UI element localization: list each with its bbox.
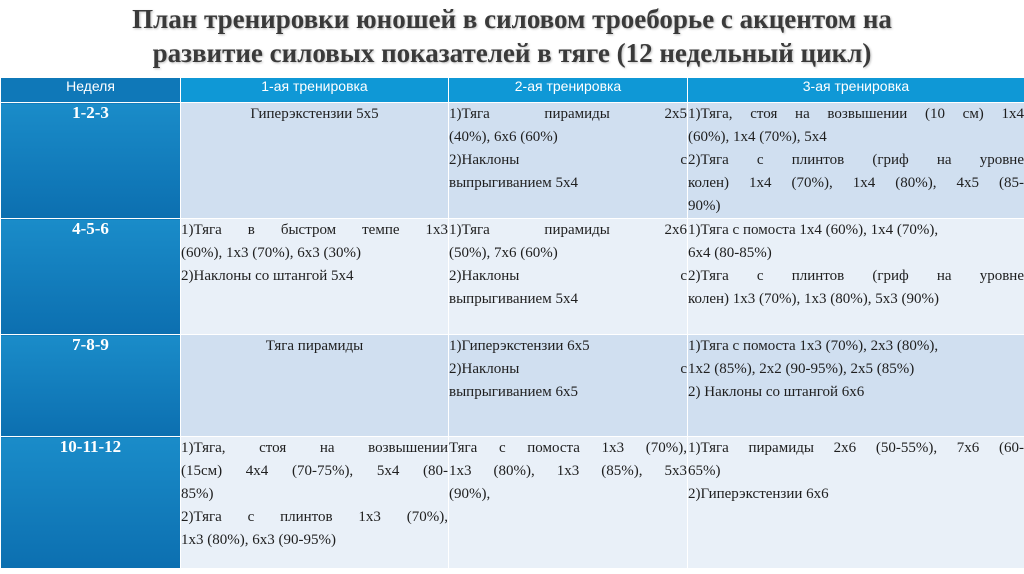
cell-line: 1)Тяга, стоя на возвышении (10 см) 1х4 — [688, 106, 1024, 122]
training-2-cell — [449, 219, 688, 335]
cell-line: (50%), 7х6 (60%) — [449, 245, 558, 261]
cell-line: 2)Тяга с плинтов 1х3 (70%), — [181, 509, 448, 525]
cell-line: 6х4 (80-85%) — [688, 245, 772, 261]
cell-line: выпрыгиванием 5х4 — [449, 291, 578, 307]
table-row — [1, 219, 1024, 335]
header-training-3: 3-ая тренировка — [688, 78, 1024, 103]
table-row — [1, 103, 1024, 219]
cell-line: Тяга пирамиды — [265, 338, 364, 354]
cell-line: Гиперэкстензии 5х5 — [250, 106, 379, 122]
header-row — [1, 78, 1024, 103]
page-title — [0, 2, 1024, 70]
cell-line: 1)Тяга пирамиды 2х6 (50-55%), 7х6 (60- — [688, 440, 1024, 456]
cell-line: 1х3 (80%), 1х3 (85%), 5х3 — [449, 463, 687, 479]
cell-line: 1)Тяга с помоста 1х4 (60%), 1х4 (70%), — [688, 222, 939, 238]
cell-line: 1)Тяга с помоста 1х3 (70%), 2х3 (80%), — [688, 338, 939, 354]
training-1-cell — [181, 219, 449, 335]
training-3-cell — [688, 103, 1024, 219]
cell-line: (90%), — [449, 486, 491, 502]
cell-line: 1х2 (85%), 2х2 (90-95%), 2х5 (85%) — [688, 361, 915, 377]
week-cell: 7-8-9 — [1, 335, 181, 437]
cell-line: колен) 1х4 (70%), 1х4 (80%), 4х5 (85- — [688, 175, 1024, 191]
title-line-1: План тренировки юношей в силовом троеборье с акцентом на — [132, 4, 892, 34]
cell-line: 1х3 (80%), 6х3 (90-95%) — [181, 532, 336, 548]
week-cell: 10-11-12 — [1, 437, 181, 569]
cell-line: 2)Наклоны с — [449, 152, 687, 168]
cell-line: Тяга с помоста 1х3 (70%), — [449, 440, 687, 456]
training-2-cell — [449, 437, 688, 569]
cell-line: колен) 1х3 (70%), 1х3 (80%), 5х3 (90%) — [688, 291, 939, 307]
cell-line: (15см) 4х4 (70-75%), 5х4 (80- — [181, 463, 448, 479]
cell-line: 2)Тяга с плинтов (гриф на уровне — [688, 152, 1024, 168]
cell-line: 1)Тяга в быстром темпе 1х3 — [181, 222, 448, 238]
header-training-2: 2-ая тренировка — [449, 78, 688, 103]
cell-line: 1)Гиперэкстензии 6х5 — [449, 338, 590, 354]
cell-line: 2)Тяга с плинтов (гриф на уровне — [688, 268, 1024, 284]
training-3-cell — [688, 335, 1024, 437]
week-cell: 1-2-3 — [1, 103, 181, 219]
cell-line: 65%) — [688, 463, 721, 479]
cell-line: (40%), 6х6 (60%) — [449, 129, 558, 145]
header-training-1: 1-ая тренировка — [181, 78, 449, 103]
training-1-cell — [181, 335, 449, 437]
training-3-cell — [688, 437, 1024, 569]
cell-line: 90%) — [688, 198, 721, 214]
training-2-cell — [449, 335, 688, 437]
cell-line: (60%), 1х3 (70%), 6х3 (30%) — [181, 245, 361, 261]
cell-line: 1)Тяга пирамиды 2х6 — [449, 222, 687, 238]
cell-line: 1)Тяга пирамиды 2х5 — [449, 106, 687, 122]
training-3-cell — [688, 219, 1024, 335]
header-week: Неделя — [1, 78, 181, 103]
training-plan-table — [0, 77, 1024, 569]
cell-line: 2)Наклоны с — [449, 268, 687, 284]
table-row — [1, 335, 1024, 437]
cell-line: 2)Наклоны со штангой 5х4 — [181, 268, 354, 284]
training-1-cell — [181, 437, 449, 569]
table-row — [1, 437, 1024, 569]
cell-line: 2)Гиперэкстензии 6х6 — [688, 486, 829, 502]
cell-line: выпрыгиванием 6х5 — [449, 384, 578, 400]
cell-line: 85%) — [181, 486, 214, 502]
cell-line: 2)Наклоны с — [449, 361, 687, 377]
week-cell: 4-5-6 — [1, 219, 181, 335]
training-2-cell — [449, 103, 688, 219]
cell-line: выпрыгиванием 5х4 — [449, 175, 578, 191]
cell-line: 1)Тяга, стоя на возвышении — [181, 440, 448, 456]
cell-line: 2) Наклоны со штангой 6х6 — [688, 384, 865, 400]
training-1-cell — [181, 103, 449, 219]
title-line-2: развитие силовых показателей в тяге (12 недельный цикл) — [152, 38, 872, 68]
cell-line: (60%), 1х4 (70%), 5х4 — [688, 129, 827, 145]
